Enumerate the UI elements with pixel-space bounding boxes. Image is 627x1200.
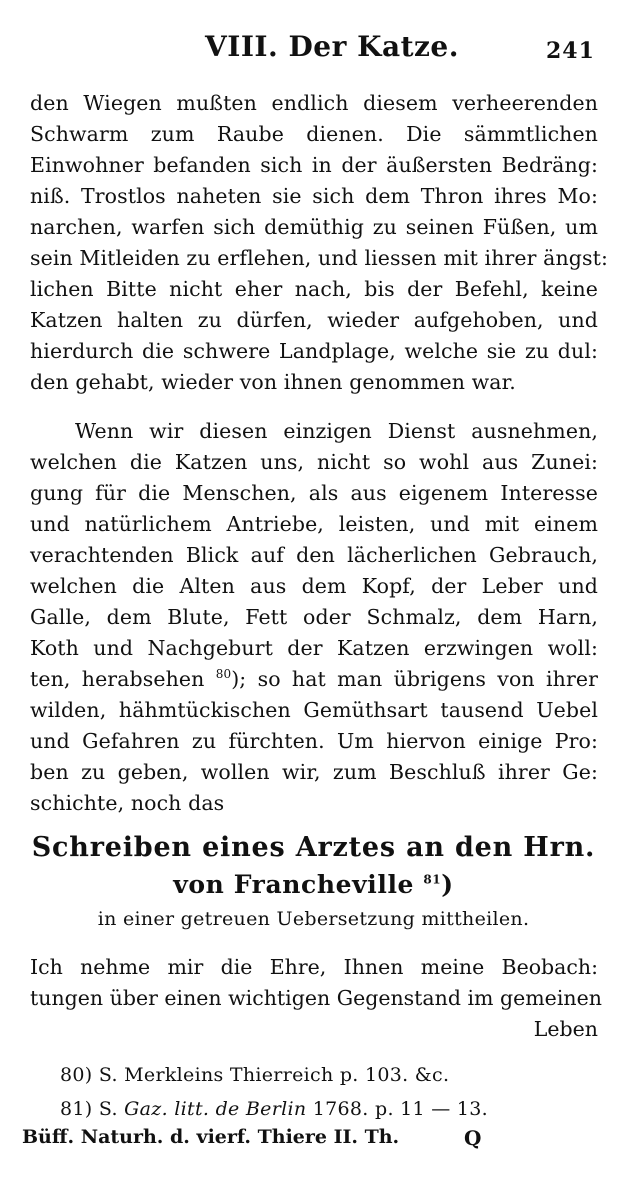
footnote-ref-81: 81 — [423, 872, 442, 887]
text-line: schichte, noch das — [30, 791, 225, 815]
text-line: wilden, hähmtückischen Gemüthsart tausend Uebel — [30, 698, 598, 722]
footnote-mark: 80) — [60, 1064, 93, 1086]
footnote-81 — [60, 1098, 488, 1120]
text-line: Einwohner befanden sich in der äußersten Bedräng: — [30, 153, 598, 177]
text-line: Katzen halten zu dürfen, wieder aufgehoben, und — [30, 308, 598, 332]
text-line: den Wiegen mußten endlich diesem verheerenden — [30, 91, 598, 115]
text-segment: ); so hat man übrigens von ihrer — [231, 667, 598, 691]
letter-body-line: Leben — [533, 1017, 598, 1041]
text-line: Wenn wir diesen einzigen Dienst ausnehmen, — [75, 419, 598, 443]
text-line: sein Mitleiden zu erflehen, und liessen mit ihrer ängst: — [30, 246, 608, 270]
text-line: niß. Trostlos naheten sie sich dem Thron ihres Mo: — [30, 184, 598, 208]
footnote-source-title: Gaz. litt. de Berlin — [124, 1098, 307, 1120]
paren-close: ) — [441, 870, 454, 899]
footnote-suffix: 1768. p. 11 — 13. — [312, 1098, 488, 1120]
letter-body-line: Ich nehme mir die Ehre, Ihnen meine Beobach: — [30, 955, 598, 979]
text-line: narchen, warfen sich demüthig zu seinen Füßen, um — [30, 215, 598, 239]
text-line: hierdurch die schwere Landplage, welche sie zu dul: — [30, 339, 598, 363]
text-line: Galle, dem Blute, Fett oder Schmalz, dem Harn, — [30, 605, 598, 629]
text-line: ben zu geben, wollen wir, zum Beschluß ihrer Ge: — [30, 760, 598, 784]
footnote-prefix: S. — [98, 1098, 118, 1120]
printer-signature: Büff. Naturh. d. vierf. Thiere II. Th. — [22, 1126, 400, 1148]
text-line: Schwarm zum Raube dienen. Die sämmtlichen — [30, 122, 598, 146]
text-line: verachtenden Blick auf den lächerlichen Gebrauch, — [30, 543, 598, 567]
text-line: und natürlichem Antriebe, leisten, und mit einem — [30, 512, 598, 536]
letter-title-line-2 — [0, 870, 627, 899]
signature-mark: Q — [464, 1126, 482, 1150]
running-header — [0, 30, 627, 70]
page-number: 241 — [546, 38, 595, 64]
text-line: welchen die Alten aus dem Kopf, der Leber und — [30, 574, 598, 598]
text-line-with-footnote-ref — [30, 664, 598, 694]
footnote-mark: 81) — [60, 1098, 93, 1120]
letter-body-line: tungen über einen wichtigen Gegenstand im gemeinen — [30, 986, 602, 1010]
footnote-text: S. Merkleins Thierreich p. 103. &c. — [98, 1064, 450, 1086]
letter-subtitle: in einer getreuen Uebersetzung mittheilen. — [97, 908, 530, 930]
text-line: den gehabt, wieder von ihnen genommen war. — [30, 370, 516, 394]
footnote-ref-80: 80 — [215, 667, 232, 682]
text-line: Koth und Nachgeburt der Katzen erzwingen woll: — [30, 636, 598, 660]
text-line: gung für die Menschen, als aus eigenem Interesse — [30, 481, 598, 505]
letter-title: Schreiben eines Arztes an den Hrn. — [31, 832, 596, 863]
text-line: lichen Bitte nicht eher nach, bis der Befehl, keine — [30, 277, 598, 301]
letter-recipient: von Francheville — [173, 870, 415, 899]
text-segment: ten, herabsehen — [30, 667, 205, 691]
footnote-80 — [60, 1064, 449, 1086]
chapter-title: VIII. Der Katze. — [205, 30, 459, 63]
text-line: welchen die Katzen uns, nicht so wohl aus Zunei: — [30, 450, 598, 474]
text-line: und Gefahren zu fürchten. Um hiervon einige Pro: — [30, 729, 598, 753]
